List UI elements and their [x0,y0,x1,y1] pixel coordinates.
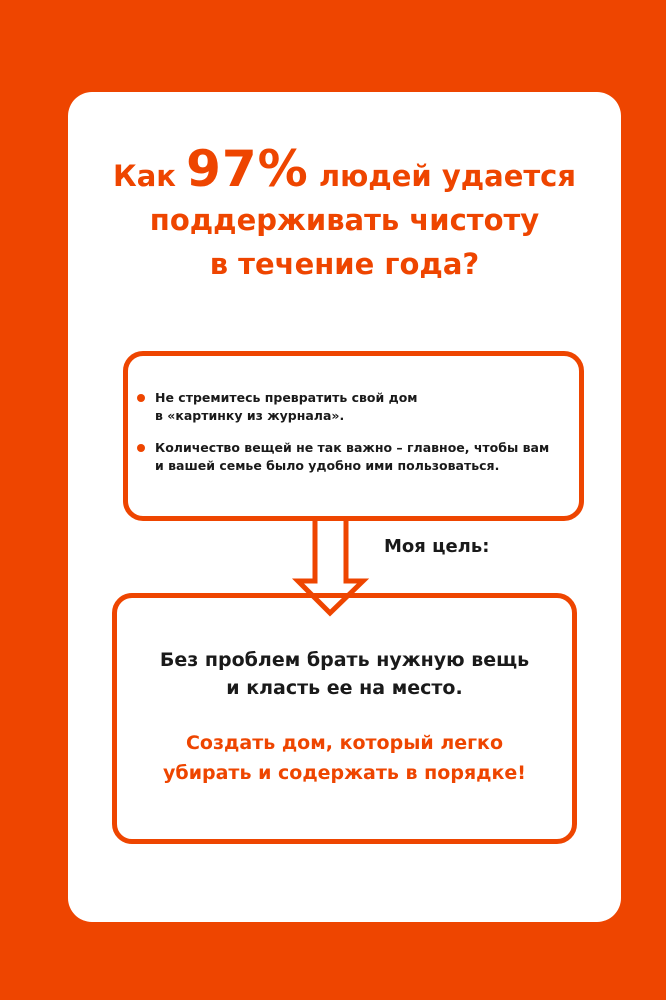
goal-text [112,646,577,702]
goal-label: Моя цель: [384,536,490,557]
tips-list [134,389,574,489]
goal-accent-text [112,728,577,788]
bullet-dot-icon [137,444,145,452]
bullet-dot-icon [137,394,145,402]
title-line-2: поддерживать чистоту [149,203,540,237]
poster-card [68,92,621,922]
list-item [134,389,574,425]
goal-box [112,593,577,844]
list-item [134,439,574,475]
title-line-3: в течение года? [209,247,480,281]
goal-text-line: и класть ее на место. [226,677,463,699]
goal-accent-line: убирать и содержать в порядке! [163,762,526,784]
title-percent: 97% [186,140,309,198]
tip-line: Количество вещей не так важно – главное, чтобы вам [155,440,550,455]
tip-line: Не стремитесь превратить свой дом [155,390,418,405]
goal-text-line: Без проблем брать нужную вещь [159,649,530,671]
tip-line: и вашей семье было удобно ими пользоваться. [155,458,500,473]
title-part-1: Как [113,159,176,193]
goal-accent-line: Создать дом, который легко [185,732,503,754]
title-part-2: людей удается [318,159,576,193]
tip-line: в «картинку из журнала». [155,408,345,423]
